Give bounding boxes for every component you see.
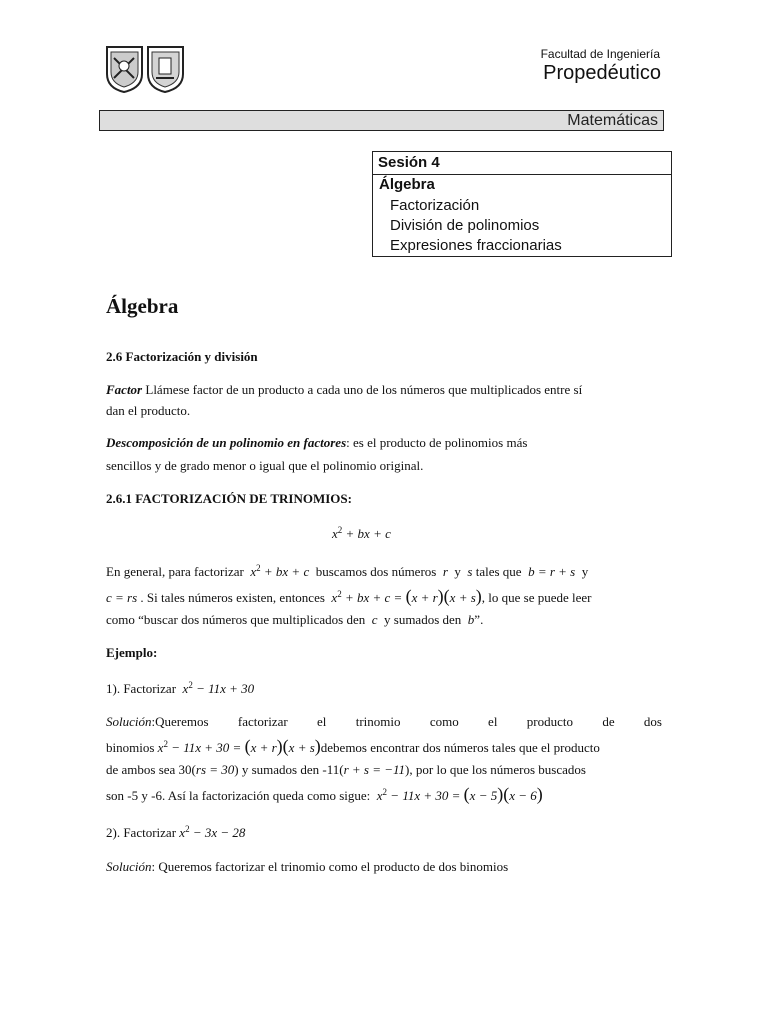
session-title: Sesión 4 <box>373 152 671 175</box>
subsection-heading: 2.6.1 FACTORIZACIÓN DE TRINOMIOS: <box>106 491 352 506</box>
general-line-3: como “buscar dos números que multiplicados den c y sumados den b”. <box>106 612 484 627</box>
formula: c <box>368 612 381 627</box>
faculty-name: Facultad de Ingeniería <box>540 47 660 61</box>
solution-1-line-3 <box>106 761 666 779</box>
faculty-shield-icon <box>148 47 183 92</box>
text: buscamos dos números <box>315 564 437 579</box>
text: ), por lo que los números buscados <box>405 762 586 777</box>
text: :Queremos factorizar el trinomio como el producto de dos <box>151 714 662 729</box>
formula: c = rs <box>106 590 138 605</box>
formula: rs = 30 <box>195 762 235 777</box>
session-box <box>372 151 672 257</box>
general-line-2 <box>106 587 666 608</box>
solution-label: Solución <box>106 859 152 874</box>
text: 2). Factorizar <box>106 825 177 840</box>
solution-1-line-2 <box>106 737 666 758</box>
example-1 <box>106 680 254 699</box>
formula: $x^2$ + bx + c <box>247 563 313 579</box>
general-line-1: En general, para factorizar $x^2$ + bx + c buscamos dos números r y s tales que b = r + s y <box>106 563 589 579</box>
text: En general, para factorizar <box>106 564 244 579</box>
text: binomios <box>106 740 155 755</box>
example-2 <box>106 824 245 843</box>
session-item: Expresiones fraccionarias <box>390 237 562 254</box>
decomposition-definition <box>106 434 662 452</box>
decomposition-definition-cont: sencillos y de grado menor o igual que el polinomio original. <box>106 458 424 473</box>
formula: $x^2$ + bx + c = (x + r)(x + s) <box>328 586 482 606</box>
formula: $x^2 - 11x + 30 = (x + r)(x + s)$ <box>157 736 321 756</box>
formula: $x^2 - 11x + 30$ <box>179 680 255 696</box>
text: como “buscar dos números que multiplicados den <box>106 612 366 627</box>
factor-definition-cont: dan el producto. <box>106 403 191 418</box>
text: tales que <box>475 564 522 579</box>
formula: r <box>439 564 455 579</box>
example-heading: Ejemplo: <box>106 645 158 660</box>
program-name: Propedéutico <box>543 62 661 84</box>
formula: s <box>460 564 473 579</box>
university-shield-icon <box>107 47 142 92</box>
formula: $x^2 - 3x - 28$ <box>179 824 246 840</box>
factor-text: Llámese factor de un producto a cada uno de los números que multiplicados entre sí <box>145 382 583 397</box>
text: . Si tales números existen, entonces <box>140 590 325 605</box>
session-item: División de polinomios <box>390 217 540 234</box>
section-heading: 2.6 Factorización y división <box>106 349 258 364</box>
text: debemos encontrar dos números tales que el producto <box>320 740 600 755</box>
solution-1-line-4 <box>106 785 666 806</box>
text: y sumados den <box>384 612 462 627</box>
solution-2 <box>106 858 508 876</box>
formula: r + s = −11 <box>343 762 406 777</box>
text: son -5 y -6. Así la factorización queda como sigue: <box>106 788 371 803</box>
text: , lo que se puede leer <box>481 590 592 605</box>
text: : Queremos factorizar el trinomio como el producto de dos binomios <box>151 859 509 874</box>
solution-label: Solución <box>106 714 152 729</box>
formula: b = r + s <box>524 564 579 579</box>
subject-label: Matemáticas <box>567 112 658 129</box>
formula: b <box>464 612 475 627</box>
decomposition-term: Descomposición de un polinomio en factores <box>106 435 347 450</box>
session-item: Factorización <box>390 197 480 214</box>
formula: $x^2 - 11x + 30 = (x - 5)(x - 6)$ <box>373 784 543 804</box>
page-title: Álgebra <box>106 294 179 318</box>
factor-definition <box>106 381 662 399</box>
subject-bar <box>99 110 664 131</box>
text: 1). Factorizar <box>106 681 177 696</box>
text: ) y sumados den -11( <box>234 762 344 777</box>
text: de ambos sea 30( <box>106 762 196 777</box>
decomposition-text: : es el producto de polinomios más <box>346 435 528 450</box>
factor-term: Factor <box>106 382 143 397</box>
trinomial-formula: $x^2$ + bx + c <box>332 525 391 541</box>
solution-1-line-1 <box>106 713 662 731</box>
session-subtitle: Álgebra <box>379 176 435 193</box>
university-logos <box>104 44 186 94</box>
